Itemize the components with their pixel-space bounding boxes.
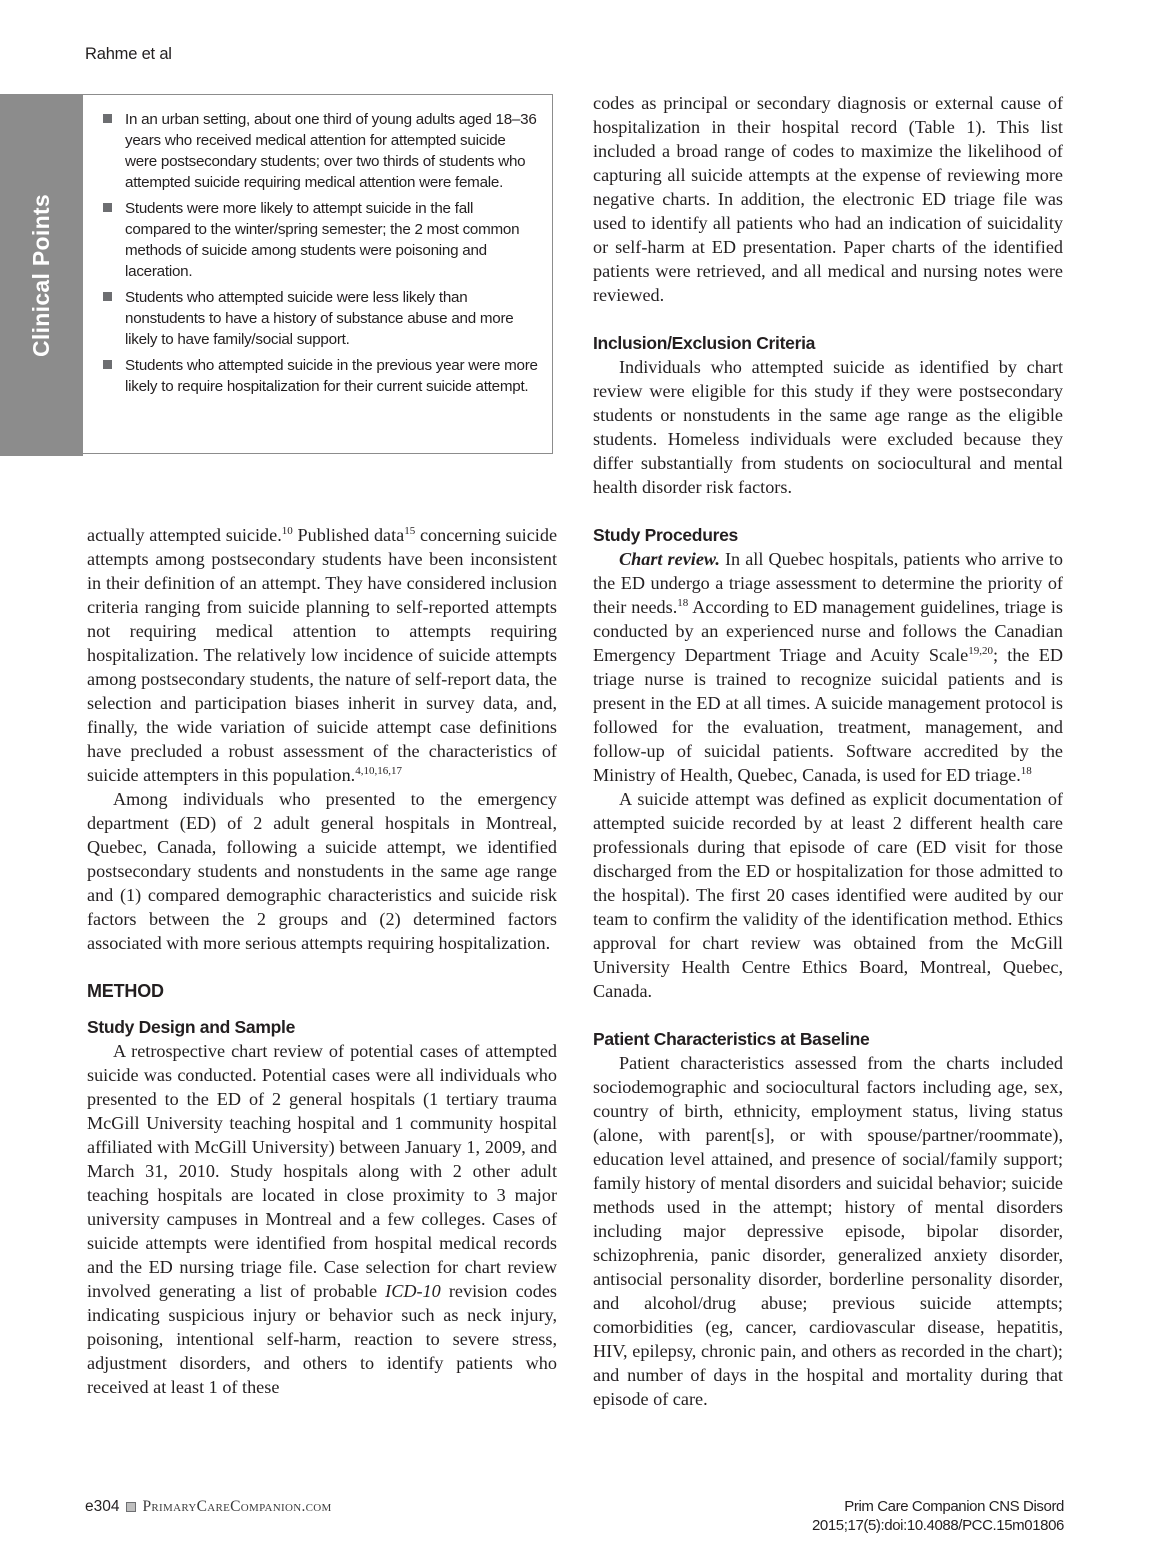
- right-column: [593, 91, 1063, 1411]
- subheading-study-design: Study Design and Sample: [87, 1017, 296, 1037]
- square-bullet-icon: [103, 114, 112, 123]
- body-paragraph: A suicide attempt was defined as explicit documentation of attempted suicide recorded by at least 2 different health care professionals during that episode of care (ED visit for those discharged from the ED or hospitalization for those admitted to the hospital). The first 20 cases identified were audited by our team to confirm the validity of the identification method. Ethics approval for chart review was obtained from the McGill University Health Centre Ethics Board, Montreal, Quebec, Canada.: [593, 789, 1063, 1001]
- journal-website-link[interactable]: PrimaryCareCompanion.com: [142, 1498, 332, 1515]
- body-paragraph: Individuals who attempted suicide as identified by chart review were eligible for this study if they were postsecondary students or nonstudents in the same age range as the eligible students. Homeless individuals were excluded because they differ substantially from students on sociocultural and mental health disorder risk factors.: [593, 357, 1063, 497]
- clinical-points-tab-label-wrap: [0, 94, 83, 456]
- body-paragraph: codes as principal or secondary diagnosis or external cause of hospitalization in their hospital record (Table 1). This list included a broad range of codes to maximize the likelihood of capturing all suicide attempts at the expense of reviewing more negative charts. In addition, the electronic ED triage file was used to identify all patients who had an indication of suicidality or self-harm at ED presentation. Paper charts of the identified patients were retrieved, and all medical and nursing notes were reviewed.: [593, 93, 1063, 305]
- text-run: revision codes indicating suspicious injury or behavior such as neck injury, poisoning, intentional self-harm, reaction to severe stress, adjustment disorders, and others to identify patients who received at least 1 of these: [87, 1281, 557, 1397]
- citation-ref: 19,20: [968, 645, 993, 657]
- clinical-point-item: [103, 198, 538, 282]
- body-paragraph: [593, 547, 1063, 787]
- body-paragraph: Among individuals who presented to the emergency department (ED) of 2 adult general hospitals in Montreal, Quebec, Canada, following a suicide attempt, we identified postsecondary students and nonstudents in the same age range and (1) compared demographic characteristics and suicide risk factors between the 2 groups and (2) determined factors associated with more serious attempts requiring hospitalization.: [87, 789, 557, 953]
- text-run: A retrospective chart review of potential cases of attempted suicide was conducted. Potential cases were all individuals who presented to the ED of 2 general hospitals (1 tertiary trauma McGill University teaching hospital and 1 community hospital affiliated with McGill University) between January 1, 2009, and March 31, 2010. Study hospitals along with 2 other adult teaching hospitals are located in close proximity to 3 major university campuses in Montreal and a few colleges. Cases of suicide attempts were identified from hospital medical records and the ED nursing triage file. Case selection for chart review involved generating a list of probable: [87, 1041, 557, 1301]
- journal-name: Prim Care Companion CNS Disord: [844, 1498, 1064, 1515]
- clinical-point-text: Students who attempted suicide were less likely than nonstudents to have a history of substance abuse and more likely to have family/social support.: [125, 289, 514, 348]
- spacer: [593, 1003, 1063, 1027]
- page-number: e304: [85, 1498, 120, 1515]
- clinical-points-list: [103, 109, 538, 397]
- spacer: [87, 955, 557, 979]
- text-run: concerning suicide attempts among postsecondary students have been inconsistent in their definition of an attempt. They have considered inclusion criteria ranging from suicide planning to self-reported attempts not requiring medical attention to attempts requiring hospitalization. The relatively low incidence of suicide attempts among postsecondary students, the nature of self-report data, the selection and participation biases inherit in survey data, and, finally, the wide variation of suicide attempt case definitions have precluded a robust assessment of the characteristics of suicide attempters in this population.: [87, 525, 558, 785]
- square-bullet-icon: [103, 203, 112, 212]
- running-head: Rahme et al: [85, 45, 172, 63]
- subheading-study-procedures: Study Procedures: [593, 525, 738, 545]
- spacer: [87, 1003, 557, 1015]
- spacer: [593, 307, 1063, 331]
- left-column: [87, 523, 557, 1399]
- text-run: ; the ED triage nurse is trained to recognize suicidal patients and is present in the ED at all times. A suicide management protocol is followed for the evaluation, treatment, management, and follow-up of suicidal patients. Software accredited by the Ministry of Health, Quebec, Canada, is used for ED triage.: [593, 645, 1063, 785]
- subheading-baseline: Patient Characteristics at Baseline: [593, 1029, 870, 1049]
- doi-citation[interactable]: 2015;17(5):doi:10.4088/PCC.15m01806: [811, 1517, 1064, 1534]
- body-paragraph: [87, 523, 557, 787]
- clinical-point-text: Students who attempted suicide in the previous year were more likely to require hospitalization for their current suicide attempt.: [125, 357, 538, 395]
- citation-ref: 10: [281, 525, 293, 537]
- text-run: actually attempted suicide.: [87, 525, 282, 545]
- spacer: [593, 499, 1063, 523]
- subheading-inclusion-exclusion: Inclusion/Exclusion Criteria: [593, 333, 816, 353]
- citation-ref: 18: [677, 597, 689, 609]
- section-heading-method: METHOD: [87, 981, 164, 1001]
- footer-left: [85, 1498, 332, 1516]
- citation-ref: 15: [404, 525, 416, 537]
- square-bullet-icon: [103, 360, 112, 369]
- clinical-point-text: In an urban setting, about one third of young adults aged 18–36 years who received medical attention for attempted suicide were postsecondary students; over two thirds of students who attempted suicide requiring medical attention were female.: [125, 111, 537, 191]
- clinical-points-box: [83, 94, 553, 454]
- text-run: In all Quebec hospitals, patients who arrive to the ED undergo a triage assessment to determine the priority of their needs.: [593, 549, 1064, 617]
- citation-ref: 4,10,16,17: [355, 765, 402, 777]
- text-run: Published data: [292, 525, 405, 545]
- square-separator-icon: [126, 1502, 136, 1512]
- text-run: According to ED management guidelines, triage is conducted by an experienced nurse and follows the Canadian Emergency Department Triage and Acuity Scale: [593, 597, 1063, 665]
- square-bullet-icon: [103, 292, 112, 301]
- italic-term: ICD-10: [385, 1281, 441, 1301]
- body-paragraph: [87, 1039, 557, 1399]
- body-paragraph: Patient characteristics assessed from the charts included sociodemographic and sociocultural factors including age, sex, country of birth, ethnicity, employment status, living status (alone, with parent[s], or with spouse/partner/roommate), education level attained, and presence of social/family support; family history of mental disorders and suicidal behavior; suicide methods used in the attempt; history of mental disorders including major depressive episode, bipolar disorder, schizophrenia, panic disorder, generalized anxiety disorder, antisocial personality disorder, borderline personality disorder, and alcohol/drug abuse; previous suicide attempts; comorbidities (eg, cancer, cardiovascular disease, hepatitis, HIV, epilepsy, chronic pain, and others as recorded in the chart); and number of days in the hospital and mortality during that episode of care.: [593, 1053, 1063, 1409]
- clinical-point-item: [103, 355, 538, 397]
- run-in-heading: Chart review.: [619, 549, 720, 569]
- citation-ref: 18: [1020, 765, 1032, 777]
- clinical-point-item: [103, 287, 538, 350]
- clinical-point-item: [103, 109, 538, 193]
- clinical-points-title: Clinical Points: [28, 193, 55, 357]
- clinical-point-text: Students were more likely to attempt suicide in the fall compared to the winter/spring semester; the 2 most common methods of suicide among students were poisoning and laceration.: [125, 200, 520, 280]
- footer-right: [812, 1497, 1064, 1535]
